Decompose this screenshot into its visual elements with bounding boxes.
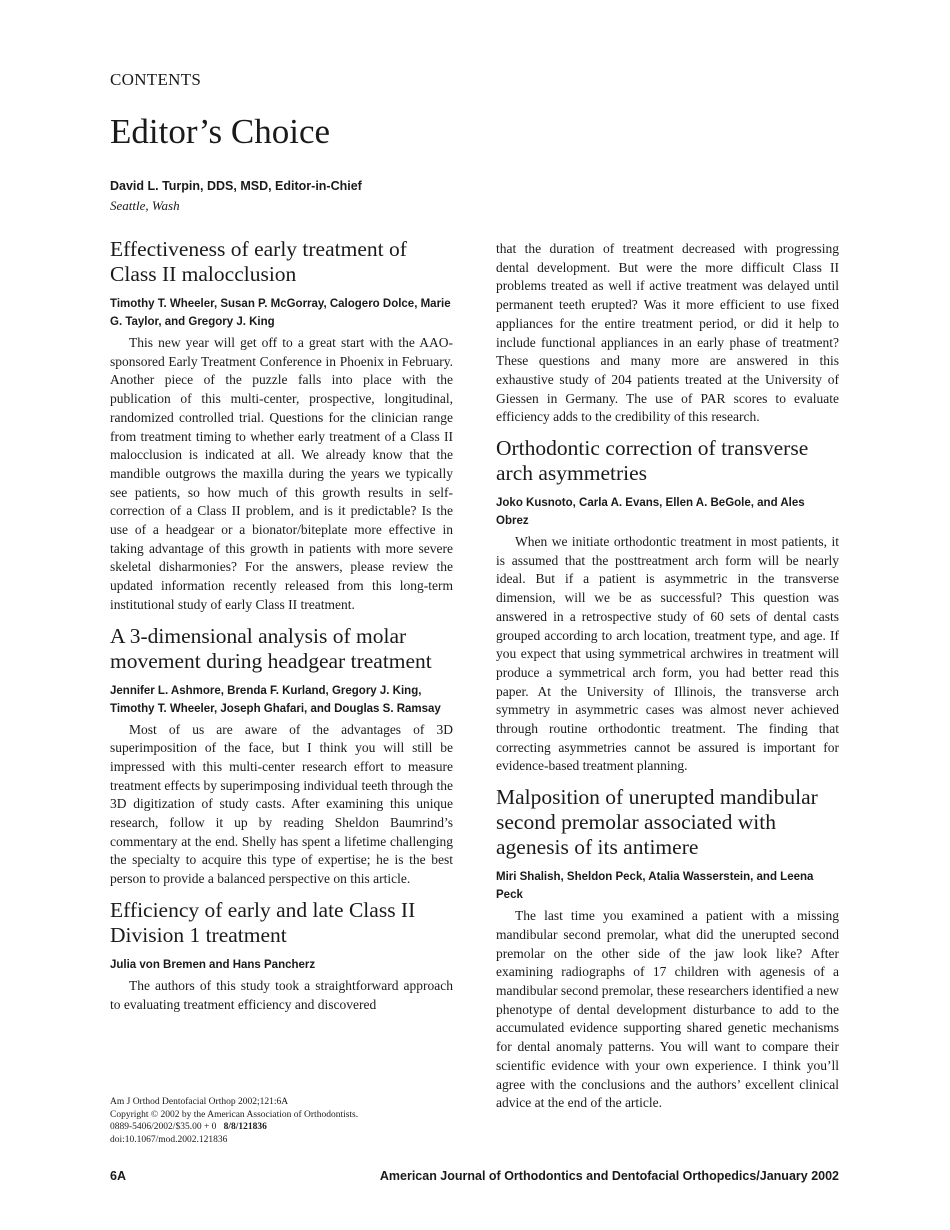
article-efficiency-continued: [496, 240, 839, 427]
section-label: CONTENTS: [110, 70, 202, 89]
article-molar-movement: [110, 624, 453, 889]
article-title[interactable]: Effectiveness of early treatment of Class II malocclusion: [110, 237, 407, 286]
editor-name: David L. Turpin, DDS, MSD, Editor-in-Chief: [110, 179, 362, 193]
article-authors: Miri Shalish, Sheldon Peck, Atalia Wasserstein, and Leena Peck: [496, 871, 814, 902]
article-body: Most of us are aware of the advantages of 3D superimposition of the face, but I think you will still be impressed with this multi-center research effort to measure treatment effects by superimposing individual teeth through the 3D digitization of study casts. After examining this unique research, follow it up by reading Sheldon Baumrind’s commentary at the end. Shelly has spent a lifetime challenging the specialty to acquire this type of expertise; he is the best person to provide a balanced perspective on this article.: [110, 721, 453, 887]
article-title[interactable]: Efficiency of early and late Class II Division 1 treatment: [110, 897, 416, 947]
editor-location: Seattle, Wash: [110, 198, 180, 213]
citation-line: Am J Orthod Dentofacial Orthop 2002;121:6A: [110, 1097, 289, 1107]
article-early-treatment: [110, 237, 453, 615]
citation-line: Copyright © 2002 by the American Association of Orthodontists.: [110, 1109, 359, 1120]
article-title[interactable]: A 3-dimensional analysis of molar movement during headgear treatment: [110, 623, 432, 673]
citation-block: [110, 1096, 358, 1146]
article-authors: Timothy T. Wheeler, Susan P. McGorray, Calogero Dolce, Marie G. Taylor, and Gregory J. King: [110, 298, 451, 328]
citation-line: [110, 1121, 358, 1134]
article-body: This new year will get off to a great start with the AAO-sponsored Early Treatment Conference in Phoenix in February. Another piece of the puzzle falls into place with the publication of this multi-center, prospective, longitudinal, randomized controlled trial. Questions for the clinician range from treatment timing to whether early treatment of a Class II malocclusion is indicated at all. We already know that the mandible outgrows the maxilla during the years we typically see patients, so how much of this growth results in self-correction of a Class II problem, and is it predictable? Is the use of a headgear or a bionator/biteplate more effective in taking advantage of this growth in patients with more severe skeletal disharmonies? For the answers, please review the updated information recently released from this long-term institutional study of early Class II treatment.: [110, 335, 453, 612]
journal-footer: American Journal of Orthodontics and Dentofacial Orthopedics/January 2002: [379, 1169, 839, 1183]
article-authors: Jennifer L. Ashmore, Brenda F. Kurland, Gregory J. King, Timothy T. Wheeler, Joseph Ghafari, and Douglas S. Ramsay: [110, 684, 441, 715]
page-title: Editor’s Choice: [110, 112, 331, 151]
article-authors: Joko Kusnoto, Carla A. Evans, Ellen A. BeGole, and Ales Obrez: [496, 497, 805, 528]
article-body: The authors of this study took a straightforward approach to evaluating treatment efficiency and discovered: [110, 977, 453, 1012]
article-authors: Julia von Bremen and Hans Pancherz: [110, 958, 316, 971]
article-body-continued: that the duration of treatment decreased with progressing dental development. But were the more difficult Class II problems treated as well if active treatment was delayed until permanent teeth erupted? Was it more efficient to use fixed appliances for the entire treatment period, or did it help to include functional appliances in an early phase of treatment? These questions and many more are answered in this exhaustive study of 204 patients treated at the University of Giessen in Germany. The use of PAR scores to evaluate efficiency adds to the credibility of this research.: [496, 241, 839, 425]
citation-doi[interactable]: doi:10.1067/mod.2002.121836: [110, 1134, 228, 1145]
left-column: [110, 237, 453, 1023]
article-transverse-asymmetries: [496, 436, 839, 776]
article-body: When we initiate orthodontic treatment in most patients, it is assumed that the posttreatment arch form will be nearly ideal. But if a patient is asymmetric in the transverse dimension, will we be as successful? This question was answered in a retrospective study of 60 sets of dental casts grouped according to arch location, treatment type, and age. If you expect that using symmetrical archwires in treatment will produce a symmetrical arch form, you had better read this paper. At the University of Illinois, the transverse arch symmetry in asymmetric cases was almost never achieved through routine orthodontic treatment. The finding that correcting asymmetries cannot be assured is important for evidence-based treatment planning.: [496, 534, 839, 774]
article-title[interactable]: Malposition of unerupted mandibular second premolar associated with agenesis of its antimere: [496, 785, 818, 860]
page-number: 6A: [110, 1169, 126, 1183]
article-efficiency-class-ii: [110, 898, 453, 1014]
article-title[interactable]: Orthodontic correction of transverse arch asymmetries: [496, 436, 809, 486]
article-body: The last time you examined a patient with a missing mandibular second premolar, what did the unerupted second premolar on the other side of the jaw look like? After examining radiographs of 17 children with agenesis of a mandibular second premolar, these researchers identified a new phenotype of dental development disturbance to add to the accumulated evidence supporting shared genetic mechanisms for dental anomaly patterns. You will want to compare their scientific evidence with your own experience. I think you’ll agree with the conclusions and the authors’ excellent clinical advice at the end of the article.: [496, 908, 839, 1111]
citation-code: 8/8/121836: [223, 1122, 267, 1132]
article-premolar-malposition: [496, 785, 839, 1113]
right-column: [496, 240, 839, 1122]
citation-price: 0889-5406/2002/$35.00 + 0: [110, 1122, 217, 1132]
